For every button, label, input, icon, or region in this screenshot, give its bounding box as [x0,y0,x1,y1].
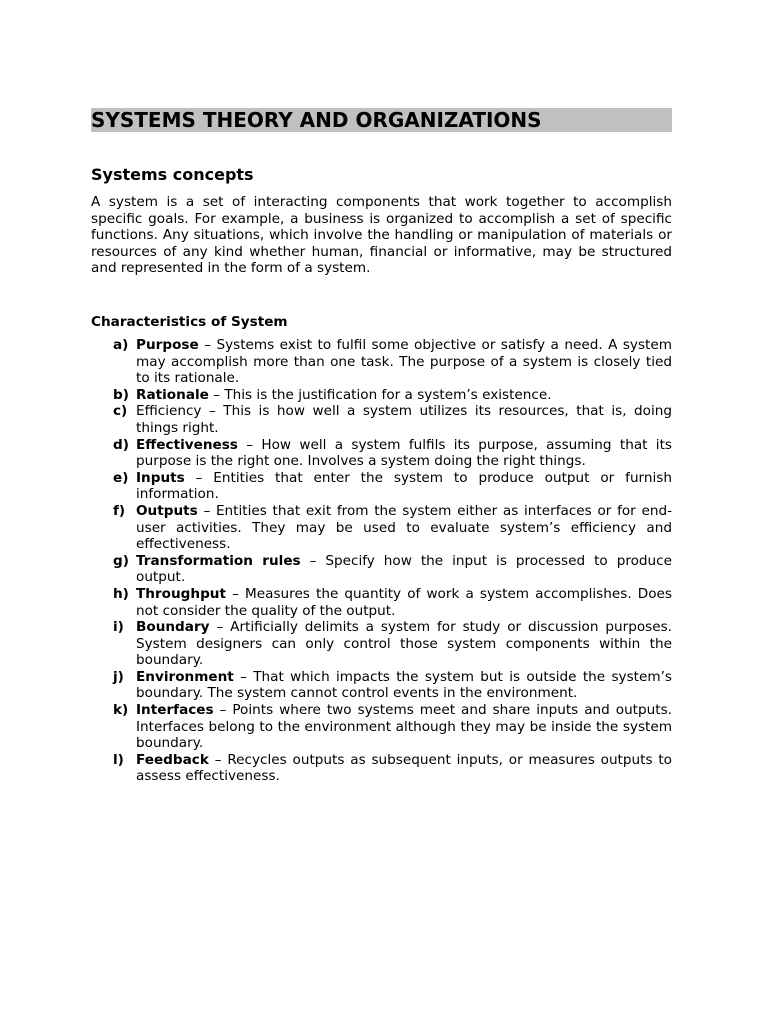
list-item [91,586,672,619]
list-item-term: Throughput [136,585,226,602]
list-item-text: – Systems exist to fulfil some objective or satisfy a need. A system may accomplish more than one task. The purpose of a system is closely tied to its rationale. [136,337,672,387]
list-item-letter: h) [113,585,129,602]
list-item [91,437,672,470]
list-item [91,470,672,503]
list-item [91,337,672,387]
list-item-letter: d) [113,436,129,453]
list-item-text: – Points where two systems meet and share inputs and outputs. Interfaces belong to the environment although they may be inside the system boundary. [136,702,672,752]
list-item-letter: e) [113,469,129,486]
list-item-term: Interfaces [136,702,214,719]
characteristics-list [91,337,672,785]
list-item-term: Environment [136,668,234,685]
list-item [91,619,672,669]
document-title: SYSTEMS THEORY AND ORGANIZATIONS [91,108,672,132]
list-item-text: – Measures the quantity of work a system accomplishes. Does not consider the quality of the output. [136,585,672,619]
list-item-letter: a) [113,337,129,353]
intro-paragraph: A system is a set of interacting components that work together to accomplish specific goals. For example, a business is organized to accomplish a set of specific functions. Any situations, which involve the handling or manipulation of materials or resources of any kind whether human, financial or informative, may be structured and represented in the form of a system. [91,194,672,277]
list-item [91,503,672,553]
list-item-term: Transformation rules [136,552,301,569]
list-item-letter: c) [113,403,128,420]
list-item-term: Purpose [136,337,199,353]
list-item-term: Boundary [136,619,210,636]
list-item-letter: j) [113,668,124,685]
list-item-text: – Specify how the input is processed to produce output. [136,552,673,586]
list-item-letter: k) [113,702,129,719]
list-item [91,702,672,752]
list-item-term: Inputs [136,469,185,486]
list-item-term: Rationale [136,386,209,403]
characteristics-heading: Characteristics of System [91,314,288,330]
list-item [91,752,672,785]
section-heading: Systems concepts [91,165,254,184]
list-item [91,669,672,702]
list-item-term: Feedback [136,751,209,768]
document-page [91,108,673,785]
list-item [91,553,672,586]
list-item-letter: l) [113,751,124,768]
list-item-letter: i) [113,619,124,636]
list-item-term: Outputs [136,502,198,519]
list-item-text: – Recycles outputs as subsequent inputs, or measures outputs to assess effectiveness. [136,751,672,785]
list-item-text: – How well a system fulfils its purpose, assuming that its purpose is the right one. Involves a system doing the right things. [136,436,672,470]
list-item [91,387,672,404]
list-item-letter: b) [113,386,129,403]
list-item-text: Efficiency – This is how well a system utilizes its resources, that is, doing things right. [136,403,672,436]
list-item-text: – This is the justification for a system’s existence. [208,386,552,403]
list-item-text: – Entities that exit from the system either as interfaces or for end-user activities. They may be used to evaluate system’s efficiency and effectiveness. [136,502,672,553]
list-item-letter: g) [113,552,129,569]
list-item-term: Effectiveness [136,436,238,453]
list-item [91,403,672,436]
list-item-text: – Entities that enter the system to produce output or furnish information. [136,469,672,503]
list-item-letter: f) [113,502,126,519]
list-item-text: – That which impacts the system but is outside the system’s boundary. The system cannot control events in the environment. [136,668,672,702]
list-item-text: – Artificially delimits a system for study or discussion purposes. System designers can only control those system components within the boundary. [136,619,672,669]
